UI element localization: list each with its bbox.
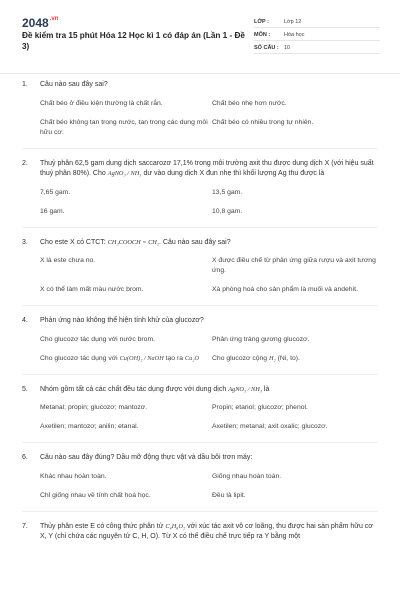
answer-option[interactable] [40,422,212,432]
question-item [0,522,400,543]
question-item [0,159,400,217]
text-fragment: Metanal; propin; glucozơ; mantozơ. [40,404,148,411]
question-divider [22,227,378,228]
answer-options [40,256,400,295]
answer-option[interactable] [40,188,212,198]
exam-meta [254,15,380,54]
text-fragment: Giống nhau hoàn toàn. [212,472,282,480]
question-number: 1. [22,81,28,88]
answer-option[interactable] [40,403,212,413]
question-text [40,80,380,91]
question-item [0,385,400,433]
answer-option[interactable] [212,188,384,198]
text-fragment: Cho glucozơ cộng [212,354,269,362]
question-divider [22,305,378,306]
question-number: 4. [22,317,28,324]
logo-text: 2048 [22,16,49,30]
answer-options [40,335,400,364]
text-fragment: Propin; etanol; glucozơ; phenol. [212,404,308,411]
answer-option[interactable] [40,118,212,138]
question-text [40,522,380,543]
text-fragment: 13,5 gam. [212,188,243,196]
meta-value: 10 [284,45,291,51]
question-item [0,316,400,364]
text-fragment: Thủy phân este E có công thức phân tử [40,522,166,530]
question-text [40,159,380,180]
text-fragment: Cho este X có CTCT: [40,238,108,246]
meta-row-class [254,15,380,28]
question-number: 2. [22,159,28,167]
question-list [0,80,400,543]
question-number: 3. [22,238,28,246]
text-fragment: X được điều chế từ phản ứng giữa rượu và axit tương ứng. [212,257,376,274]
text-fragment: với xúc tác axit vô cơ loãng, thu được hai sản phẩm hữu cơ X, Y (chỉ chứa các nguyên tử C, H, O). Từ X có thể điều chế trực tiếp ra Y bằng một [40,522,373,540]
text-fragment: Thuỷ phân 62,5 gam dung dịch saccarozơ 17,1% trong môi trường axit thu được dung dịch X (với hiệu suất thuỷ phân 80%). Cho [40,159,374,177]
page-header [0,0,400,72]
answer-option[interactable] [40,335,212,345]
answer-options [40,188,400,217]
text-fragment: Chất béo không tan trong nước, tan trong các dung môi hữu cơ. [40,118,208,136]
chemical-formula: AgNO₃ / NH₃ [228,385,262,393]
chemical-formula: Cu(OH)₂ / NaOH [119,354,164,362]
site-logo[interactable] [22,16,58,30]
logo-suffix: .vn [49,16,59,22]
chemical-formula: CH₃COOCH = CH₂ [107,238,160,246]
text-fragment: Axetilen; metanal; axit oxalic; glucozơ. [212,423,328,430]
text-fragment: X có thể làm mất màu nước brom. [40,286,144,293]
meta-key: SỐ CÂU : [254,45,279,51]
answer-option[interactable] [40,256,212,276]
text-fragment: tạo ra [163,354,185,362]
text-fragment: 16 gam. [40,207,65,215]
meta-value: Hóa học [284,32,305,38]
page-title: Đề kiểm tra 15 phút Hóa 12 Học kì 1 có đáp án (Lần 1 - Đề 3) [22,31,245,51]
text-fragment: Chất béo nhẹ hơn nước. [212,99,287,107]
text-fragment: dư vào dung dịch X đun nhẹ thì khối lượng Ag thu được là [141,170,325,177]
text-fragment: Axetilen; mantozơ; anilin; etanal. [40,423,139,430]
answer-option[interactable] [212,335,384,345]
answer-option[interactable] [212,472,384,482]
answer-option[interactable] [40,99,212,109]
question-divider [22,511,378,512]
text-fragment: 10,8 gam. [212,207,243,215]
text-fragment: Phản ứng nào không thể hiện tính khử của glucozơ? [40,317,204,324]
text-fragment: Khác nhau hoàn toàn. [40,472,107,480]
question-number: 7. [22,522,28,530]
answer-option[interactable] [212,491,384,501]
text-fragment: Chất béo ở điều kiện thường là chất rắn. [40,99,163,107]
meta-row-count [254,41,380,54]
question-divider [22,374,378,375]
text-fragment: là [261,385,270,393]
answer-option[interactable] [212,207,384,217]
text-fragment: Cho glucozơ tác dụng với nước brom. [40,335,156,343]
answer-option[interactable] [212,403,384,413]
question-divider [22,148,378,149]
text-fragment: (Ni, to). [275,354,300,362]
text-fragment: Nhóm gồm tất cả các chất đều tác dụng được với dung dịch [40,385,229,393]
answer-option[interactable] [212,256,384,276]
answer-options [40,472,400,501]
answer-option[interactable] [212,285,384,295]
answer-option[interactable] [40,207,212,217]
header-divider [0,73,400,74]
chemical-formula: AgNO₃ / NH₃ [107,170,142,177]
text-fragment: Xà phòng hoá cho sản phẩm là muối và andehit. [212,286,358,293]
text-fragment: Câu nào sau đây đúng? Dầu mỡ động thực vật và dầu bôi trơn máy: [40,454,253,461]
chemical-formula: H₂ [268,354,276,362]
text-fragment: Đều là lipit. [212,491,246,499]
meta-key: MÔN : [254,32,271,38]
text-fragment: Cho glucozơ tác dụng với [40,354,120,362]
answer-option[interactable] [40,285,212,295]
answer-option[interactable] [212,118,384,138]
answer-option[interactable] [212,422,384,432]
answer-option[interactable] [212,99,384,109]
question-item [0,80,400,138]
question-text [40,316,380,327]
answer-option[interactable] [40,491,212,501]
question-divider [22,442,378,443]
question-item [0,453,400,501]
question-item [0,238,400,296]
chemical-formula: Cu₂O [184,354,200,362]
question-number: 6. [22,454,28,461]
question-number: 5. [22,385,28,393]
answer-options [40,403,400,432]
text-fragment: Phản ứng tráng gương glucozơ. [212,335,310,343]
text-fragment: 7,65 gam. [40,188,71,196]
meta-key: LỚP : [254,19,269,25]
text-fragment: X là este chưa no. [40,257,96,264]
text-fragment: Chỉ giống nhau về tính chất hoá học. [40,491,151,499]
meta-row-subject [254,28,380,41]
question-text [40,453,380,464]
answer-option[interactable] [40,472,212,482]
answer-options [40,99,400,138]
question-text [40,385,380,396]
answer-option[interactable] [40,354,212,364]
chemical-formula: C₄H₈O₂ [165,522,186,530]
answer-option[interactable] [212,354,384,364]
meta-value: Lớp 12 [284,19,302,25]
text-fragment: Chất béo có nhiều trong tự nhiên. [212,118,314,126]
question-text [40,238,380,249]
text-fragment: Câu nào sau đây sai? [40,81,108,88]
text-fragment: . Câu nào sau đây sai? [159,238,231,246]
